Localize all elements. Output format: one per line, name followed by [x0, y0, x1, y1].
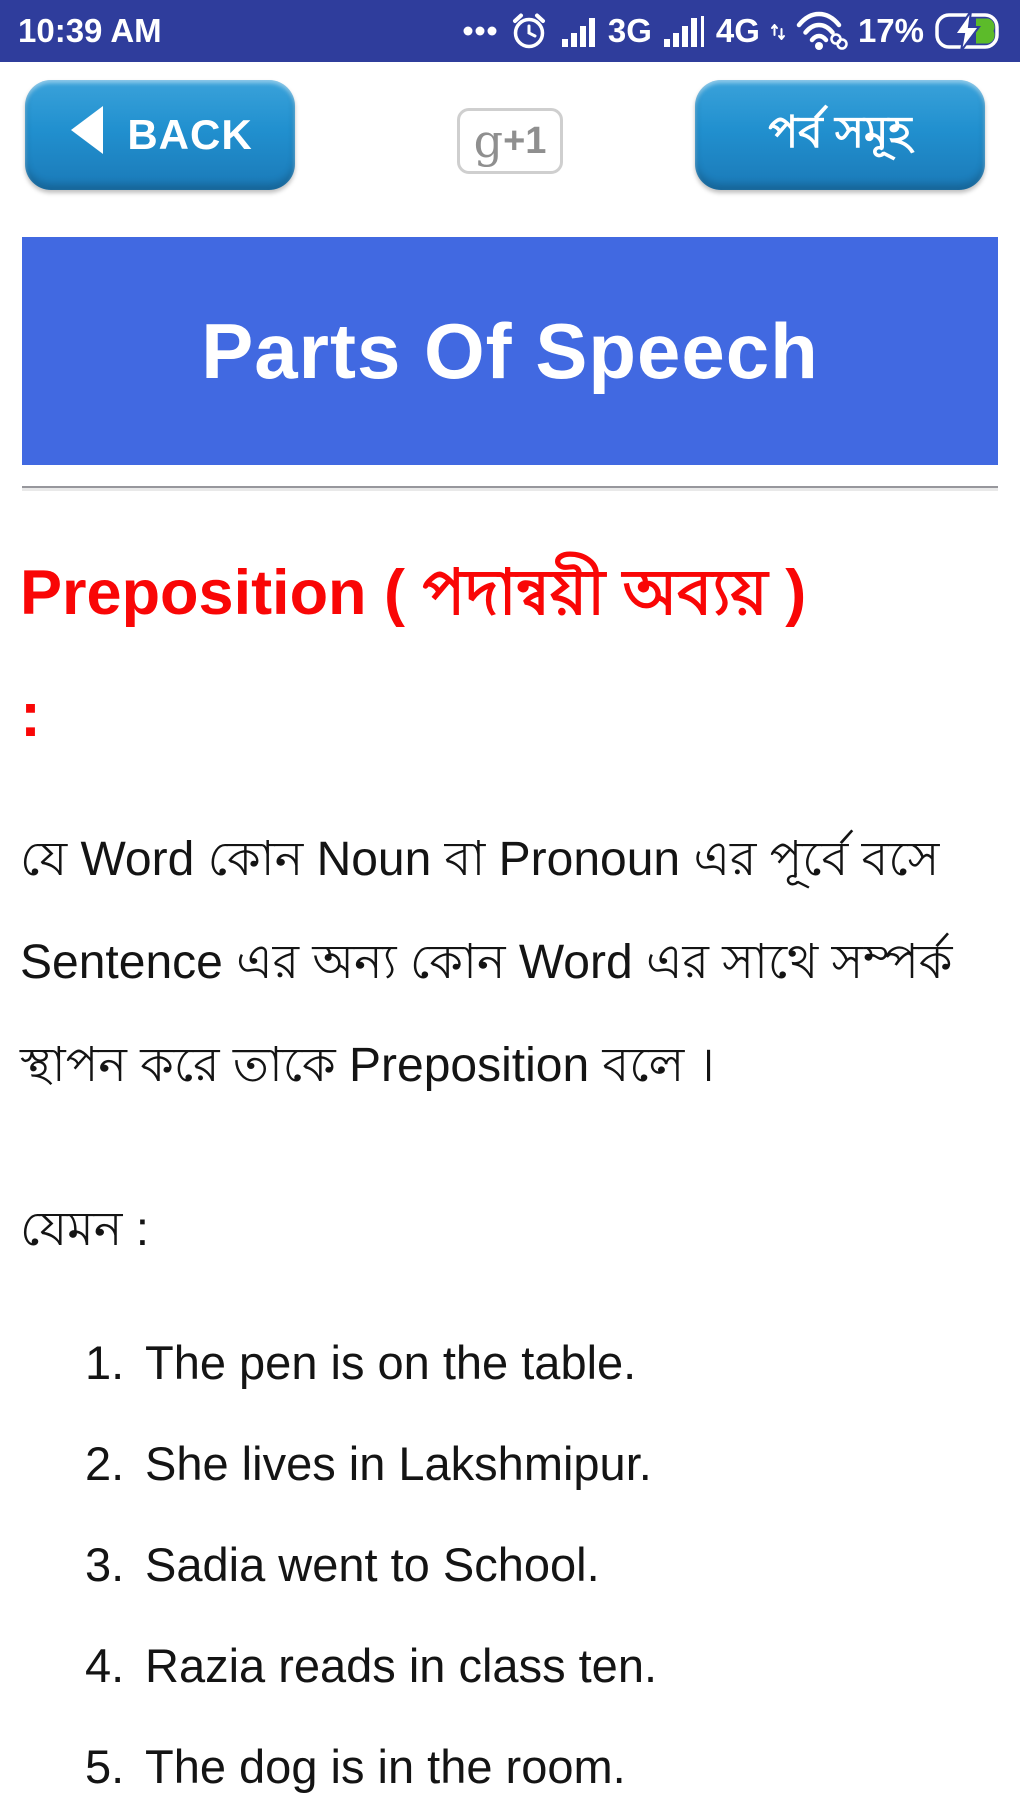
updown-arrows-icon	[770, 19, 786, 43]
topic-heading-line2: :	[20, 680, 41, 750]
google-plus-one-button[interactable]	[457, 108, 563, 174]
list-item-number: 4.	[85, 1639, 125, 1692]
back-button-label: BACK	[127, 111, 253, 158]
list-item-text: Razia reads in class ten.	[145, 1639, 658, 1692]
list-item	[85, 1615, 985, 1716]
list-item-number: 1.	[85, 1336, 125, 1389]
list-item-text: The pen is on the table.	[145, 1336, 637, 1389]
network-3g-label: 3G	[607, 12, 652, 49]
lesson-title: Parts Of Speech	[201, 306, 819, 395]
topic-heading-line1: Preposition ( পদান্বয়ী অব্যয় )	[20, 558, 807, 628]
gplus-g-glyph: g	[473, 114, 504, 168]
list-item-text: Sadia went to School.	[145, 1538, 600, 1591]
status-icons	[462, 10, 1002, 52]
network-4g-label: 4G	[715, 12, 760, 49]
back-button[interactable]	[25, 80, 295, 190]
status-bar	[0, 0, 1020, 62]
signal-4g-icon	[662, 13, 706, 49]
episodes-button-label: পর্ব সমূহ	[768, 107, 912, 157]
definition-line: যে Word কোন Noun বা Pronoun এর পূর্বে বসে	[20, 833, 940, 886]
notification-dots-icon	[462, 25, 498, 37]
definition-paragraph	[20, 808, 1012, 1117]
list-item-text: The dog is in the room.	[145, 1740, 626, 1793]
list-item	[85, 1312, 985, 1413]
battery-charging-icon	[934, 11, 1002, 51]
list-item	[85, 1716, 985, 1813]
topic-heading	[20, 532, 1012, 776]
clock-time: 10:39 AM	[18, 12, 162, 49]
example-list	[85, 1312, 985, 1813]
gplus-plus-one-glyph: +1	[503, 120, 547, 162]
episodes-button[interactable]	[695, 80, 985, 190]
list-item	[85, 1413, 985, 1514]
lesson-title-banner	[22, 237, 998, 465]
list-item-text: She lives in Lakshmipur.	[145, 1437, 652, 1490]
horizontal-divider	[22, 486, 998, 491]
example-label: যেমন :	[20, 1203, 150, 1256]
list-item-number: 5.	[85, 1740, 125, 1793]
list-item-number: 2.	[85, 1437, 125, 1490]
definition-line: Sentence এর অন্য কোন Word এর সাথে সম্পর্ক	[20, 936, 953, 989]
back-arrow-icon	[67, 104, 107, 166]
signal-3g-icon	[560, 13, 598, 49]
list-item-number: 3.	[85, 1538, 125, 1591]
battery-percent-label: 17%	[857, 12, 924, 49]
alarm-clock-icon	[508, 10, 550, 52]
definition-line: স্থাপন করে তাকে Preposition বলে ।	[20, 1039, 715, 1092]
list-item	[85, 1514, 985, 1615]
wifi-icon	[796, 10, 848, 52]
